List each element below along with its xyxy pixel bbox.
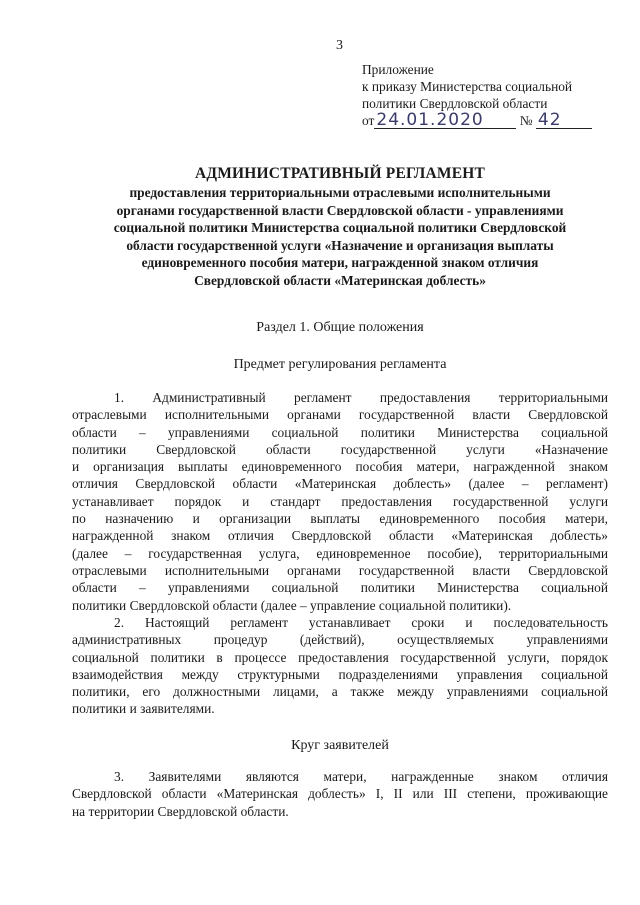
title-line: единовременного пособия матери, награжденной знаком отличия (141, 255, 539, 271)
paragraph-3 (72, 768, 608, 820)
paragraph-line: награжденной знаком отличия Свердловской области «Материнская доблесть» (72, 528, 608, 544)
paragraph-1 (72, 389, 608, 614)
paragraph-2 (72, 614, 608, 718)
paragraph-line: социальной политики в процессе предоставления государственной услуги, порядок (72, 649, 608, 665)
paragraph-line: политики Свердловской области (далее – управление социальной политики). (72, 597, 512, 613)
paragraph-line: 2. Настоящий регламент устанавливает сроки и последовательность (114, 615, 608, 630)
paragraph-line: по назначению и организации выплаты единовременного пособия матери, (72, 511, 608, 527)
paragraph-line: отраслевыми исполнительными органами государственной власти Свердловской (72, 562, 608, 578)
paragraph-line: 1. Административный регламент предоставления территориальными (114, 390, 608, 405)
paragraph-line: политики Свердловской области государственной услуги «Назначение (72, 441, 608, 457)
paragraph-line: административных процедур (действий), осуществляемых управлениями (72, 632, 608, 648)
paragraph-line: устанавливает порядок и стандарт предоставления государственной услуги (72, 493, 608, 509)
number-prefix: № (519, 113, 533, 128)
applicants-heading: Круг заявителей (291, 738, 389, 753)
handwritten-date: 24.01.2020 (374, 113, 516, 129)
paragraph-line: области – управлениями социальной политики Министерства социальной (72, 424, 608, 440)
handwritten-number: 42 (536, 113, 592, 129)
section-heading: Раздел 1. Общие положения (256, 320, 424, 335)
paragraph-line: и организация выплаты единовременного пособия матери, награжденной знаком (72, 459, 608, 475)
title-line: социальной политики Министерства социальной политики Свердловской (113, 220, 567, 236)
page-number: 3 (336, 38, 343, 53)
paragraph-line: взаимодействия между структурными подразделениями управления социальной (72, 666, 608, 682)
paragraph-line: отличия Свердловской области «Материнская доблесть» (далее – регламент) (72, 476, 608, 492)
date-prefix: от (362, 113, 375, 128)
title-line: области государственной услуги «Назначение и организация выплаты (126, 237, 554, 253)
paragraph-line: на территории Свердловской области. (72, 803, 289, 819)
appendix-line: к приказу Министерства социальной (362, 79, 573, 94)
title-line: предоставления территориальными отраслевыми исполнительными (129, 185, 551, 200)
paragraph-line: отраслевыми исполнительными органами государственной власти Свердловской (72, 407, 608, 423)
paragraph-line: (далее – государственная услуга, единовременное пособие), территориальными (72, 545, 608, 561)
appendix-line: политики Свердловской области (362, 96, 548, 111)
order-date-number-line (362, 112, 612, 129)
subsection-heading: Предмет регулирования регламента (233, 357, 447, 372)
paragraph-line: 3. Заявителями являются матери, награжденные знаком отличия (114, 769, 608, 784)
paragraph-line: политики и заявителями. (72, 701, 215, 717)
paragraph-line: области – управлениями социальной политики Министерства социальной (72, 580, 608, 596)
paragraph-line: политики, его должностными лицами, а также между управлениями социальной (72, 684, 608, 700)
paragraph-line: Свердловской области «Материнская доблесть» I, II или III степени, проживающие (72, 786, 608, 802)
document-title (70, 164, 610, 290)
title-line: Свердловской области «Материнская доблесть» (194, 272, 486, 288)
appendix-line: Приложение (362, 62, 434, 77)
title-line: органами государственной власти Свердловской области - управлениями (116, 202, 564, 218)
title-heading: АДМИНИСТРАТИВНЫЙ РЕГЛАМЕНТ (194, 165, 486, 182)
appendix-block (362, 61, 612, 129)
title-subtitle (70, 184, 610, 290)
